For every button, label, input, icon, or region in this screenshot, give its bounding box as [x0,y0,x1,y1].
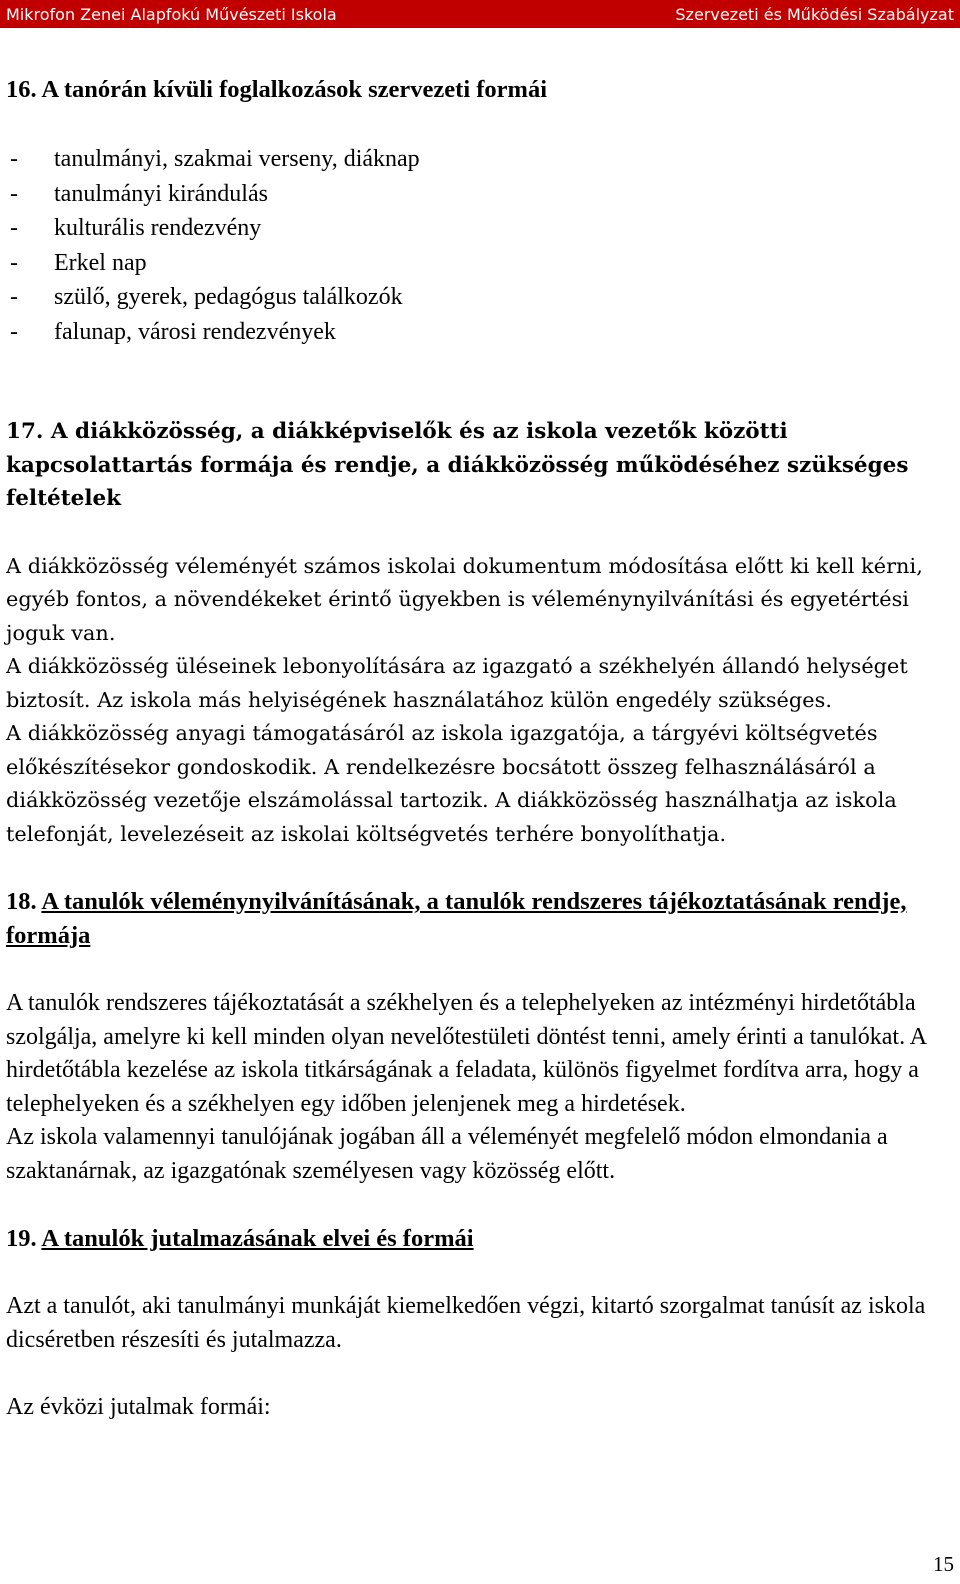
header-document-title: Szervezeti és Működési Szabályzat [675,4,954,24]
section-16-title: 16. A tanórán kívüli foglalkozások szervezeti formái [6,76,547,103]
page-header [0,0,960,28]
paragraph: Az évközi jutalmak formái: [6,1394,271,1420]
section-17-body [6,550,956,852]
list-item: - szülő, gyerek, pedagógus találkozók [10,284,403,310]
section-19-body [6,1290,956,1425]
list-item: - Erkel nap [10,249,147,276]
underlined-heading-text: A tanulók jutalmazásának elvei és formái [41,1225,474,1252]
list-item: - falunap, városi rendezvények [10,318,336,345]
section-18-title: 18. A tanulók véleménynyilvánításának, a tanulók rendszeres tájékoztatásának rendje, formája [6,888,907,949]
section-19-title [6,1222,956,1256]
section-19-title-text: 19. A tanulók jutalmazásának elvei és formái [6,1225,474,1252]
paragraph: Az iskola valamennyi tanulójának jogában áll a véleményét megfelelő módon elmondania a szaktanárnak, az igazgatónak személyesen vagy közösség előtt. [6,1124,888,1184]
section-16-list [6,142,956,349]
paragraph: A tanulók rendszeres tájékoztatását a székhelyen és a telephelyeken az intézményi hirdetőtábla szolgálja, amelyre ki kell minden olyan nevelőtestületi döntést tenni, amely érinti a tanulókat. A hirdetőtábla kezelése az iskola titkárságának a feladata, különös figyelmet fordítva arra, hogy a telephelyeken és a székhelyen egy időben jelenjenek meg a hirdetések. [6,990,926,1117]
list-item: - tanulmányi, szakmai verseny, diáknap [10,146,420,172]
page-number: 15 [933,1552,954,1576]
paragraph: Azt a tanulót, aki tanulmányi munkáját kiemelkedően végzi, kitartó szorgalmat tanúsít az iskola dicséretben részesíti és jutalmazza. [6,1293,926,1353]
underlined-heading-text: A tanulók véleménynyilvánításának, a tanulók rendszeres tájékoztatásának rendje, formája [6,888,907,949]
section-18-body [6,987,956,1188]
paragraph: A diákközösség üléseinek lebonyolítására az igazgató a székhelyén állandó helységet biztosít. Az iskola más helyiségének használatához külön engedély szükséges. [6,654,908,712]
list-item: - kulturális rendezvény [10,215,262,241]
paragraph: A diákközösség véleményét számos iskolai dokumentum módosítása előtt ki kell kérni, egyéb fontos, a növendékeket érintő ügyekben is véleménynyilvánítási és egyetértési joguk van. [6,553,923,645]
header-school-name: Mikrofon Zenei Alapfokú Művészeti Iskola [6,4,337,24]
document-body [6,70,956,1425]
paragraph: A diákközösség anyagi támogatásáról az iskola igazgatója, a tárgyévi költségvetés előkészítésekor gondoskodik. A rendelkezésre bocsátott összeg felhasználásáról a diákközösség vezetője elszámolással tartozik. A diákközösség használhatja az iskola telefonját, levelezéseit az iskolai költségvetés terhére bonyolíthatja. [6,721,897,846]
section-17-title: 17. A diákközösség, a diákképviselők és az iskola vezetők közötti kapcsolattartás formája és rendje, a diákközösség működéséhez szükséges feltételek [6,419,909,511]
list-item: - tanulmányi kirándulás [10,180,268,207]
